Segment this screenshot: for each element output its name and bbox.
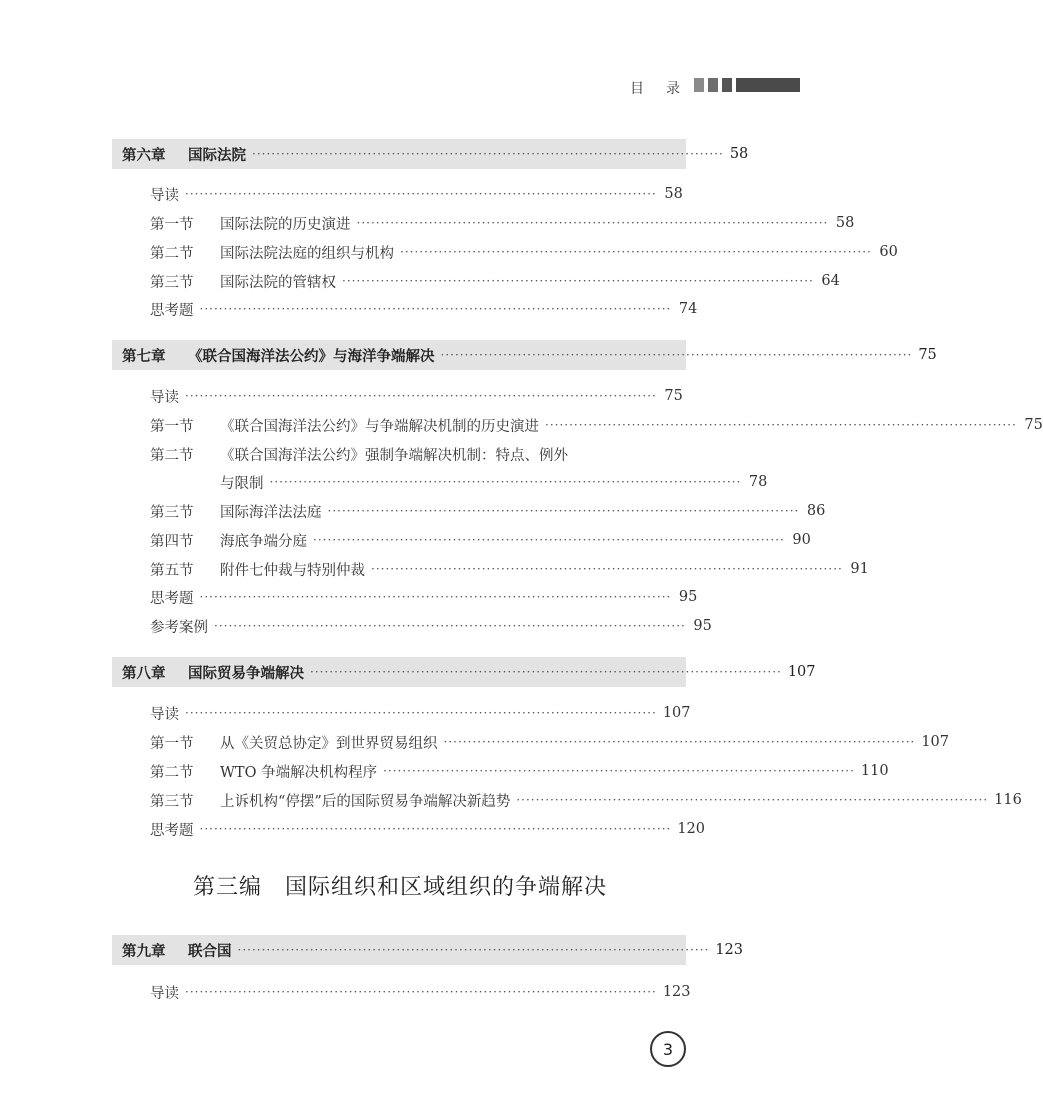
dot-leader: ·································································································· [356, 216, 829, 230]
entry-title: 海底争端分庭 [220, 533, 307, 550]
toc-entry[interactable] [150, 614, 712, 638]
entry-page: 110 [860, 763, 889, 779]
toc-entry[interactable] [150, 269, 840, 293]
entry-title: 国际法院法庭的组织与机构 [220, 245, 394, 262]
entry-page: 58 [664, 186, 683, 202]
dot-leader: ·································································································· [199, 822, 672, 836]
entry-title: 国际海洋法法庭 [220, 504, 322, 521]
entry-page: 78 [748, 474, 768, 490]
dot-leader: ·································································································· [199, 302, 672, 316]
entry-title-continuation: 与限制 [220, 475, 264, 492]
chapter-number: 第六章 [122, 147, 166, 164]
entry-label: 导读 [150, 389, 179, 406]
entry-page: 64 [821, 273, 840, 289]
dot-leader: ·································································································· [313, 533, 785, 547]
dot-leader: ·································································································· [252, 147, 724, 161]
dot-leader: ·································································································· [269, 475, 742, 489]
entry-page: 60 [879, 244, 898, 260]
dot-leader: ·································································································· [185, 389, 657, 403]
entry-page: 74 [678, 301, 698, 317]
chapter-title: 国际法院 [188, 147, 246, 164]
toc-entry[interactable] [150, 788, 1022, 812]
entry-page: 116 [994, 792, 1022, 808]
dot-leader: ·································································································· [199, 590, 672, 604]
toc-entry[interactable] [150, 528, 811, 552]
chapter-number: 第七章 [122, 348, 166, 365]
toc-chapter-9[interactable] [122, 935, 744, 965]
toc-entry[interactable] [150, 240, 898, 264]
running-header [630, 78, 682, 98]
toc-entry[interactable] [150, 980, 691, 1004]
header-title-char-2: 录 [666, 81, 682, 97]
toc-entry[interactable] [150, 384, 683, 408]
chapter-title: 联合国 [188, 943, 232, 960]
entry-number: 第一节 [150, 216, 194, 233]
toc-entry[interactable] [150, 557, 869, 581]
chapter-title: 国际贸易争端解决 [188, 665, 304, 682]
dot-leader: ·································································································· [237, 943, 710, 957]
entry-title: 《联合国海洋法公约》强制争端解决机制：特点、例外 [220, 447, 568, 464]
entry-page: 58 [835, 215, 855, 231]
entry-number: 第二节 [150, 245, 194, 262]
entry-label: 导读 [150, 187, 179, 204]
entry-title: 国际法院的历史演进 [220, 216, 351, 233]
entry-page: 86 [806, 503, 826, 519]
toc-entry[interactable] [150, 701, 691, 725]
entry-page: 90 [792, 532, 811, 548]
entry-title: 附件七仲裁与特别仲裁 [220, 562, 365, 579]
entry-page: 95 [678, 589, 698, 605]
entry-page: 123 [662, 984, 691, 1000]
chapter-number: 第九章 [122, 943, 166, 960]
dot-leader: ·································································································· [516, 793, 989, 807]
entry-label: 思考题 [150, 302, 194, 319]
entry-number: 第二节 [150, 764, 194, 781]
toc-entry[interactable] [150, 182, 683, 206]
entry-title: WTO 争端解决机构程序 [220, 764, 378, 781]
chapter-number: 第八章 [122, 665, 166, 682]
entry-title: 《联合国海洋法公约》与争端解决机制的历史演进 [220, 418, 539, 435]
entry-number: 第一节 [150, 735, 194, 752]
dot-leader: ·································································································· [443, 735, 916, 749]
entry-label: 参考案例 [150, 619, 208, 636]
chapter-page: 75 [918, 347, 937, 363]
chapter-page: 123 [715, 942, 744, 958]
entry-number: 第五节 [150, 562, 194, 579]
toc-entry[interactable] [150, 499, 826, 523]
toc-entry[interactable] [150, 759, 889, 783]
dot-leader: ·································································································· [185, 187, 657, 201]
toc-entry[interactable] [150, 817, 706, 841]
entry-label: 导读 [150, 985, 179, 1002]
entry-label: 导读 [150, 706, 179, 723]
toc-entry-continuation[interactable] [150, 470, 768, 494]
toc-entry[interactable] [150, 211, 855, 235]
entry-number: 第四节 [150, 533, 194, 550]
toc-entry[interactable] [150, 297, 698, 321]
dot-leader: ·································································································· [400, 245, 872, 259]
entry-page: 75 [664, 388, 683, 404]
entry-page: 95 [693, 618, 712, 634]
chapter-page: 107 [787, 664, 816, 680]
dot-leader: ·································································································· [440, 348, 913, 362]
toc-chapter-8[interactable] [122, 657, 816, 687]
dot-leader: ·································································································· [310, 665, 782, 679]
chapter-page: 58 [729, 146, 749, 162]
page-number: 3 [650, 1031, 686, 1067]
entry-title: 从《关贸总协定》到世界贸易组织 [220, 735, 438, 752]
toc-chapter-6[interactable] [122, 139, 749, 169]
header-title-char-1: 目 [630, 81, 646, 97]
dot-leader: ·································································································· [185, 706, 657, 720]
dot-leader: ·································································································· [342, 274, 814, 288]
entry-page: 107 [662, 705, 691, 721]
toc-entry[interactable] [150, 413, 1043, 437]
toc-chapter-7[interactable] [122, 340, 937, 370]
toc-entry[interactable] [150, 730, 950, 754]
entry-number: 第三节 [150, 504, 194, 521]
toc-entry[interactable] [150, 585, 698, 609]
entry-number: 第三节 [150, 793, 194, 810]
chapter-title: 《联合国海洋法公约》与海洋争端解决 [188, 348, 435, 365]
entry-number: 第三节 [150, 274, 194, 291]
entry-page: 91 [850, 561, 869, 577]
dot-leader: ·································································································· [185, 985, 657, 999]
entry-page: 120 [677, 821, 706, 837]
dot-leader: ·································································································· [545, 418, 1017, 432]
toc-entry[interactable] [150, 442, 680, 466]
dot-leader: ·································································································· [327, 504, 800, 518]
entry-page: 107 [921, 734, 950, 750]
dot-leader: ·································································································· [214, 619, 686, 633]
entry-number: 第二节 [150, 447, 194, 464]
dot-leader: ·································································································· [383, 764, 855, 778]
entry-number: 第一节 [150, 418, 194, 435]
entry-label: 思考题 [150, 590, 194, 607]
entry-label: 思考题 [150, 822, 194, 839]
entry-page: 75 [1024, 417, 1043, 433]
part-title[interactable]: 第三编 国际组织和区域组织的争端解决 [192, 875, 607, 900]
dot-leader: ·································································································· [371, 562, 843, 576]
entry-title: 上诉机构“停摆”后的国际贸易争端解决新趋势 [220, 793, 511, 810]
entry-title: 国际法院的管辖权 [220, 274, 336, 291]
